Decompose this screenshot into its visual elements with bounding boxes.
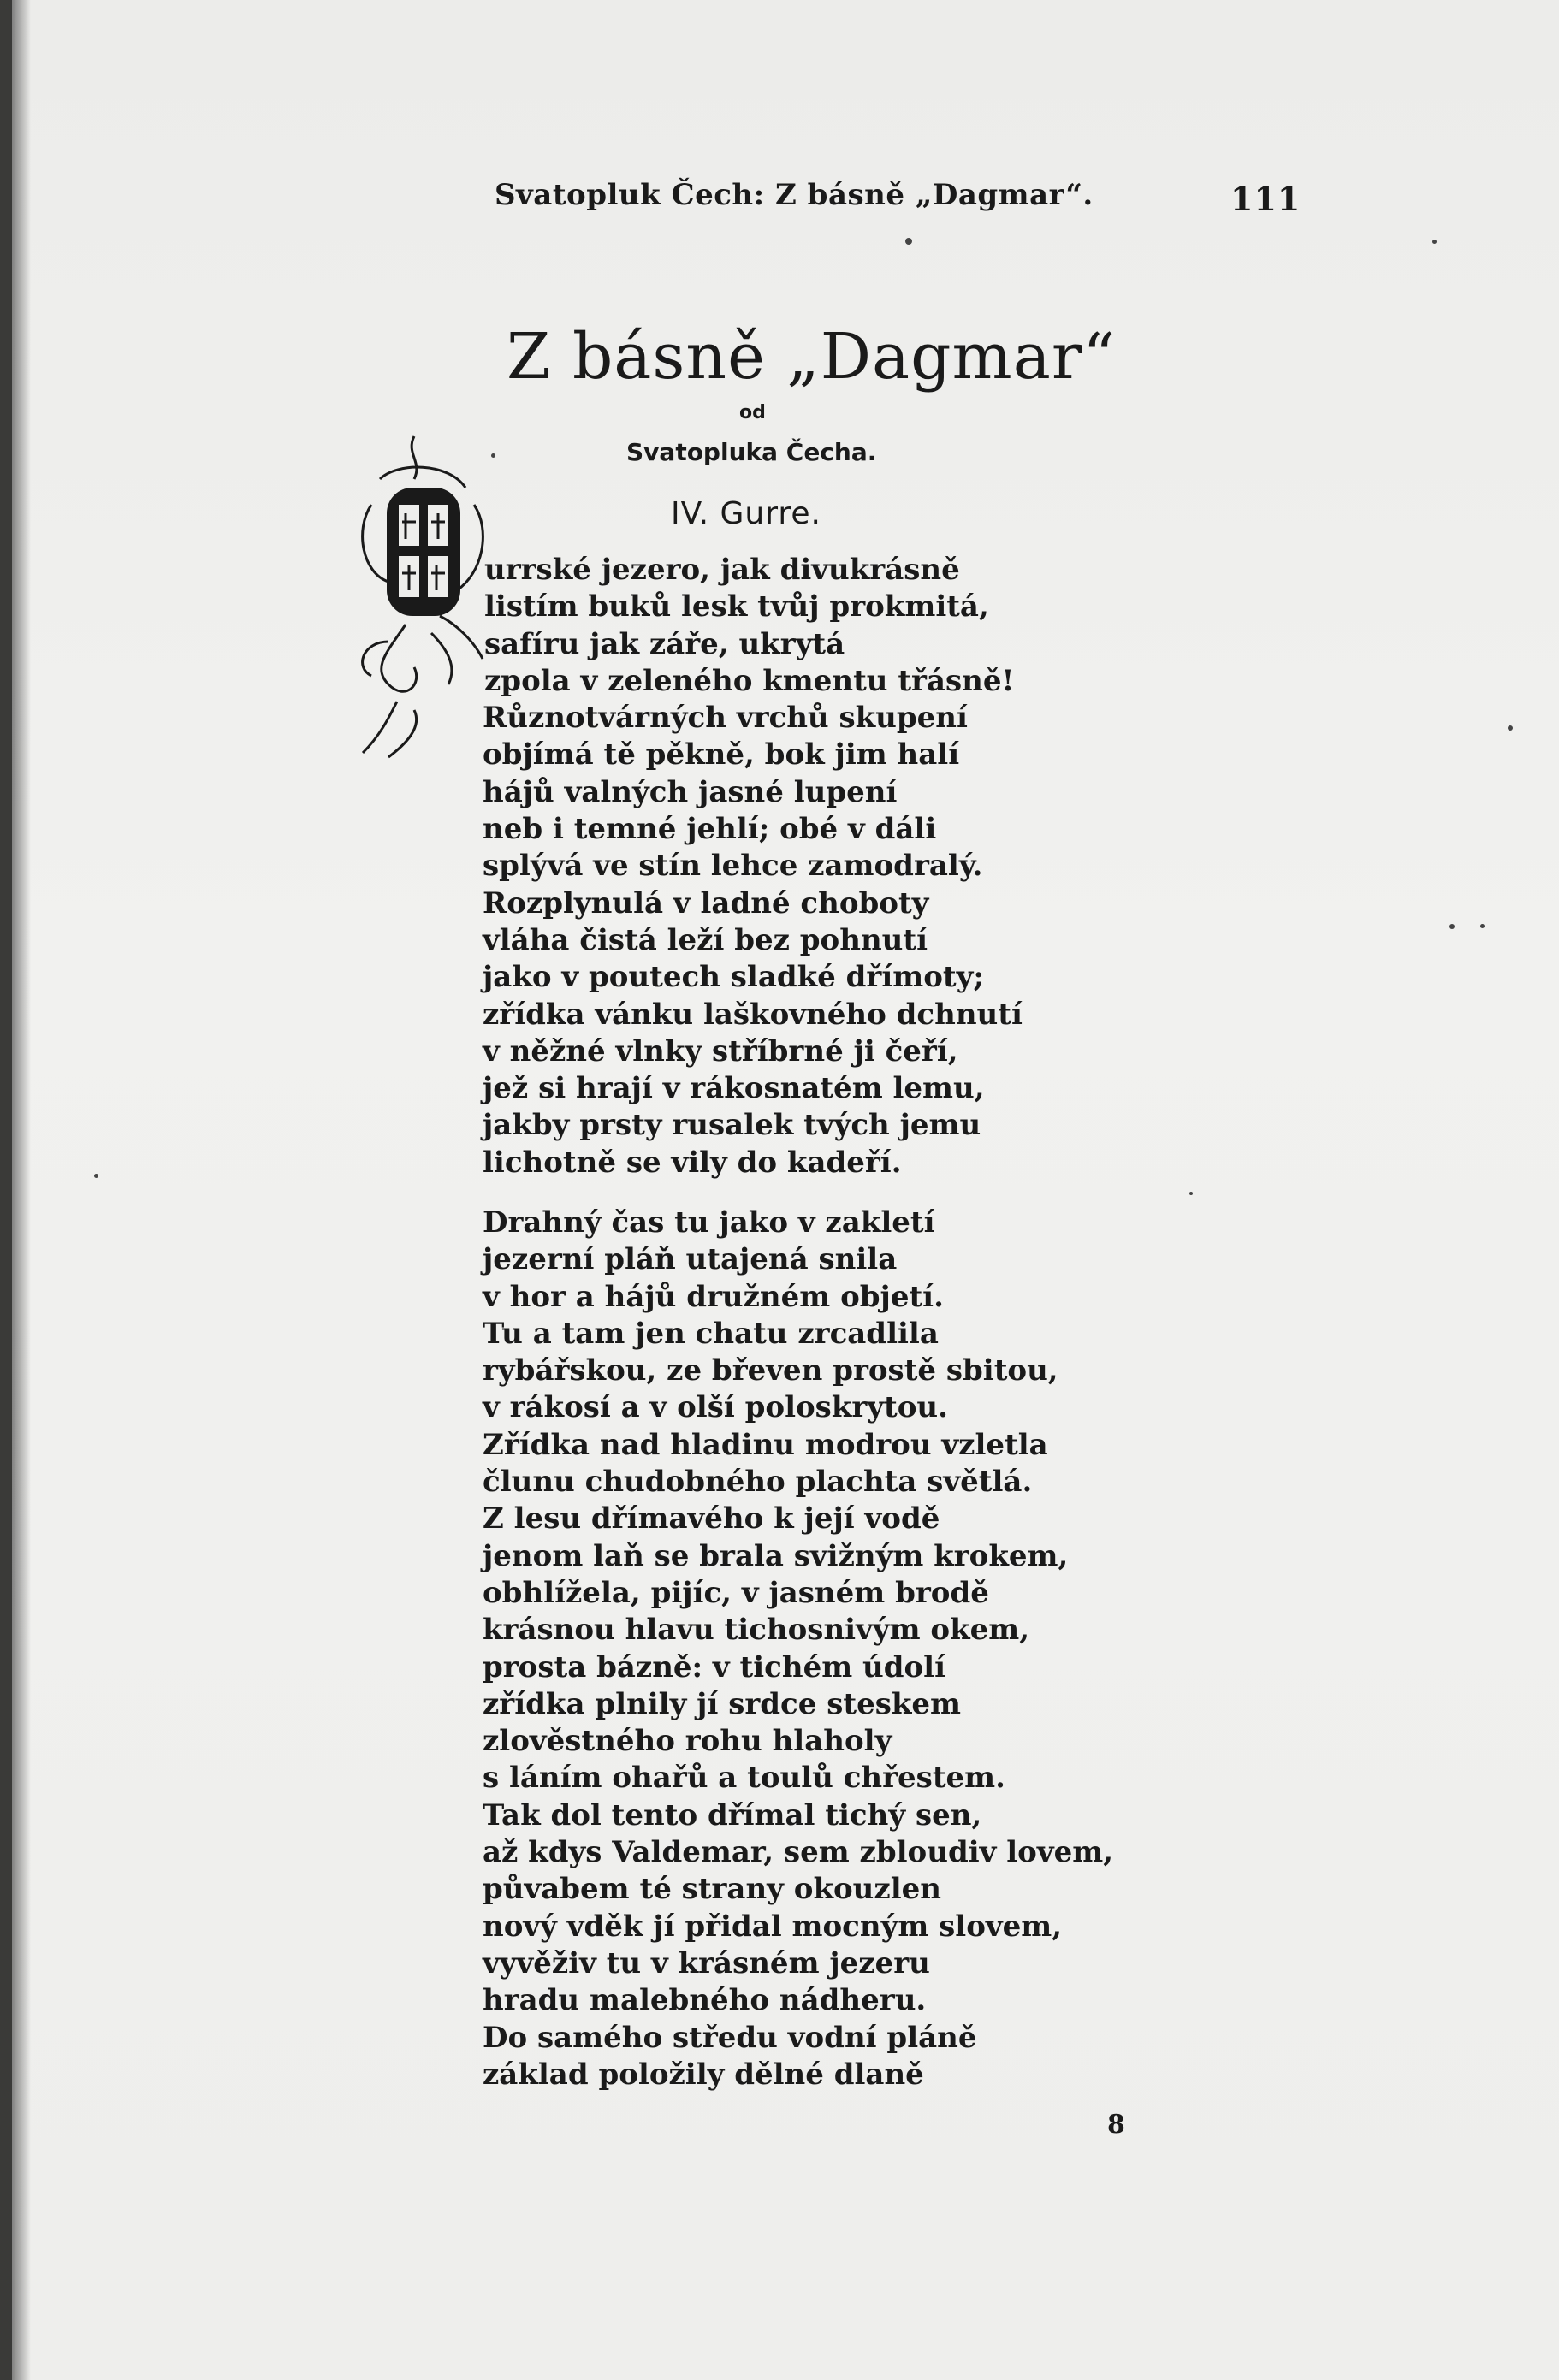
verse-line: vláha čistá leží bez pohnutí: [483, 922, 928, 957]
verse-line: Tak dol tento dřímal tichý sen,: [483, 1797, 982, 1832]
byline: od: [739, 402, 766, 423]
verse-line: urrské jezero, jak divukrásně: [484, 553, 960, 587]
author-name: Svatopluka Čecha.: [626, 438, 877, 466]
verse-line: zřídka plnily jí srdce steskem: [483, 1686, 962, 1721]
verse-line: zpola v zeleného kmentu třásně!: [484, 663, 1015, 698]
ink-speck: [1480, 924, 1485, 928]
verse-line: rybářskou, ze břeven prostě sbitou,: [483, 1353, 1058, 1388]
verse-line: obhlížela, pijíc, v jasném brodě: [483, 1575, 989, 1610]
ink-speck: [491, 453, 495, 458]
verse-line: v něžné vlnky stříbrné ji čeří,: [483, 1033, 958, 1069]
verse-line: objímá tě pěkně, bok jim halí: [483, 737, 960, 773]
ink-speck: [94, 1174, 98, 1178]
verse-line: Rozplynulá v ladné choboty: [483, 885, 929, 921]
verse-line: s láním ohařů a toulů chřestem.: [483, 1761, 1005, 1796]
verse-line: Drahný čas tu jako v zakletí: [483, 1205, 935, 1240]
verse-line: nový vděk jí přidal mocným slovem,: [483, 1909, 1063, 1944]
verse-line: základ položily dělné dlaně: [483, 2057, 924, 2092]
verse-line: Tu a tam jen chatu zrcadlila: [483, 1316, 939, 1351]
verse-line: safíru jak záře, ukrytá: [484, 626, 845, 661]
verse-line: zlověstného rohu hlaholy: [483, 1724, 892, 1759]
verse-line: hájů valných jasné lupení: [483, 774, 898, 809]
verse-line: Z lesu dřímavého k její vodě: [483, 1501, 940, 1536]
verse-line: hradu malebného nádheru.: [483, 1983, 927, 2018]
verse-line: splývá ve stín lehce zamodralý.: [483, 849, 983, 884]
verse-line: listím buků lesk tvůj prokmitá,: [484, 589, 989, 625]
verse-line: jezerní pláň utajená snila: [483, 1242, 898, 1277]
verse-line: Zřídka nad hladinu modrou vzletla: [483, 1427, 1048, 1462]
ink-speck: [1508, 725, 1513, 731]
running-head: Svatopluk Čech: Z básně „Dagmar“.: [495, 178, 1094, 212]
verse-line: až kdys Valdemar, sem zbloudiv lovem,: [483, 1835, 1114, 1870]
verse-line: vyvěživ tu v krásném jezeru: [483, 1945, 930, 1980]
verse-line: Do samého středu vodní pláně: [483, 2020, 977, 2055]
stanza-1: [483, 552, 1023, 1181]
verse-line: člunu chudobného plachta světlá.: [483, 1465, 1033, 1500]
verse-line: lichotně se vily do kadeří.: [483, 1145, 902, 1180]
binding-shadow: [12, 0, 31, 2380]
verse-line: neb i temné jehlí; obé v dáli: [483, 812, 937, 847]
verse-line: Různotvárných vrchů skupení: [483, 701, 968, 736]
ornamental-initial-icon: [354, 428, 493, 761]
verse-line: jež si hrají v rákosnatém lemu,: [483, 1071, 985, 1106]
stanza-2: [483, 1205, 1113, 2093]
verse-line: jako v poutech sladké dřímoty;: [483, 960, 984, 995]
verse-line: zřídka vánku laškovného dchnutí: [483, 997, 1023, 1032]
verse-line: v hor a hájů družném objetí.: [483, 1279, 944, 1314]
ink-speck: [1449, 924, 1455, 929]
section-heading: IV. Gurre.: [671, 496, 821, 531]
page: [12, 0, 1559, 2380]
poem-title: Z básně „Dagmar“: [507, 320, 1117, 394]
verse-line: prosta bázně: v tichém údolí: [483, 1649, 946, 1684]
verse-line: v rákosí a v olší poloskrytou.: [483, 1390, 948, 1425]
ink-speck: [905, 238, 912, 245]
verse-line: krásnou hlavu tichosnivým okem,: [483, 1613, 1030, 1648]
verse-line: půvabem té strany okouzlen: [483, 1872, 941, 1907]
page-number: 111: [1230, 180, 1301, 218]
ink-speck: [1189, 1192, 1193, 1195]
verse-line: jakby prsty rusalek tvých jemu: [483, 1108, 981, 1143]
ink-speck: [1432, 240, 1437, 244]
verse-line: jenom laň se brala svižným krokem,: [483, 1538, 1069, 1573]
signature-mark: 8: [1107, 2110, 1125, 2140]
